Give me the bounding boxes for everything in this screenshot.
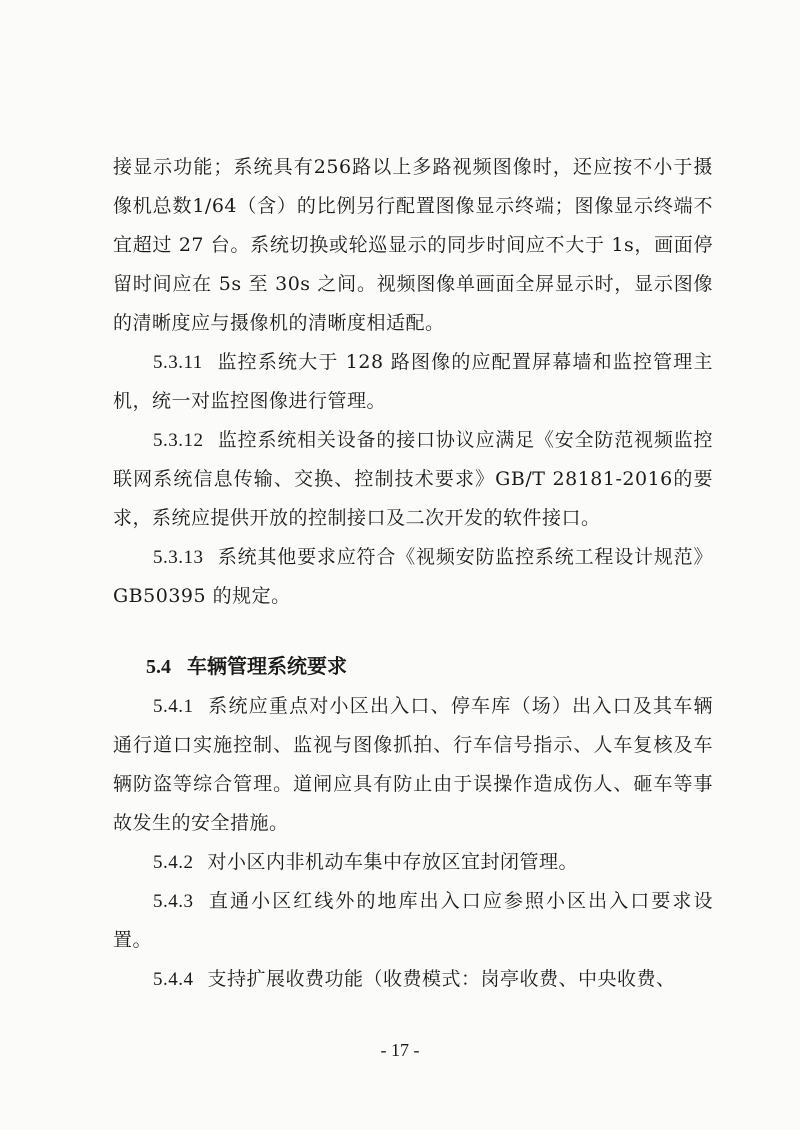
clause-number: 5.4.2 [153, 852, 194, 873]
clause-text: 系统应重点对小区出入口、停车库（场）出入口及其车辆通行道口实施控制、监视与图像抓拍、行车信号指示、人车复核及车辆防盗等综合管理。道闸应具有防止由于误操作造成伤人、砸车等事故发生的安全措施。 [113, 695, 713, 834]
clause-number: 5.4.3 [153, 891, 194, 912]
clause-5-4-1 [113, 687, 713, 843]
clause-number: 5.3.12 [153, 430, 204, 451]
section-title: 车辆管理系统要求 [187, 654, 347, 678]
clause-text: 监控系统相关设备的接口协议应满足《安全防范视频监控联网系统信息传输、交换、控制技术要求》GB/T 28181-2016的要求，系统应提供开放的控制接口及二次开发的软件接口。 [113, 429, 713, 529]
paragraph-continuation [113, 148, 713, 343]
clause-text: 监控系统大于 128 路图像的应配置屏幕墙和监控管理主机，统一对监控图像进行管理。 [113, 351, 713, 412]
clause-5-3-12 [113, 421, 713, 538]
clause-number: 5.4.4 [153, 969, 194, 990]
page-body [113, 148, 713, 999]
clause-5-4-4 [113, 960, 713, 999]
page-number: - 17 - [380, 1040, 420, 1060]
clause-text: 对小区内非机动车集中存放区宜封闭管理。 [207, 851, 579, 873]
clause-5-4-3 [113, 882, 713, 960]
clause-number: 5.3.11 [153, 352, 203, 373]
clause-text: 系统其他要求应符合《视频安防监控系统工程设计规范》GB50395 的规定。 [113, 546, 713, 607]
clause-text: 直通小区红线外的地库出入口应参照小区出入口要求设置。 [113, 890, 713, 951]
clause-5-3-11 [113, 343, 713, 421]
clause-5-3-13 [113, 538, 713, 616]
section-number: 5.4 [146, 656, 171, 678]
clause-5-4-2 [113, 843, 713, 882]
clause-number: 5.4.1 [153, 696, 194, 717]
section-heading [113, 646, 713, 687]
clause-number: 5.3.13 [153, 547, 204, 568]
clause-text: 支持扩展收费功能（收费模式：岗亭收费、中央收费、 [207, 968, 676, 990]
paragraph-text: 接显示功能；系统具有256路以上多路视频图像时，还应按不小于摄像机总数1/64（含）的比例另行配置图像显示终端；图像显示终端不宜超过 27 台。系统切换或轮巡显示的同步时间应不大于 1s，画面停留时间应在 5s 至 30s 之间。视频图像单画面全屏显示时，显示图像的清晰度应与摄像机的清晰度相适配。 [113, 156, 713, 334]
